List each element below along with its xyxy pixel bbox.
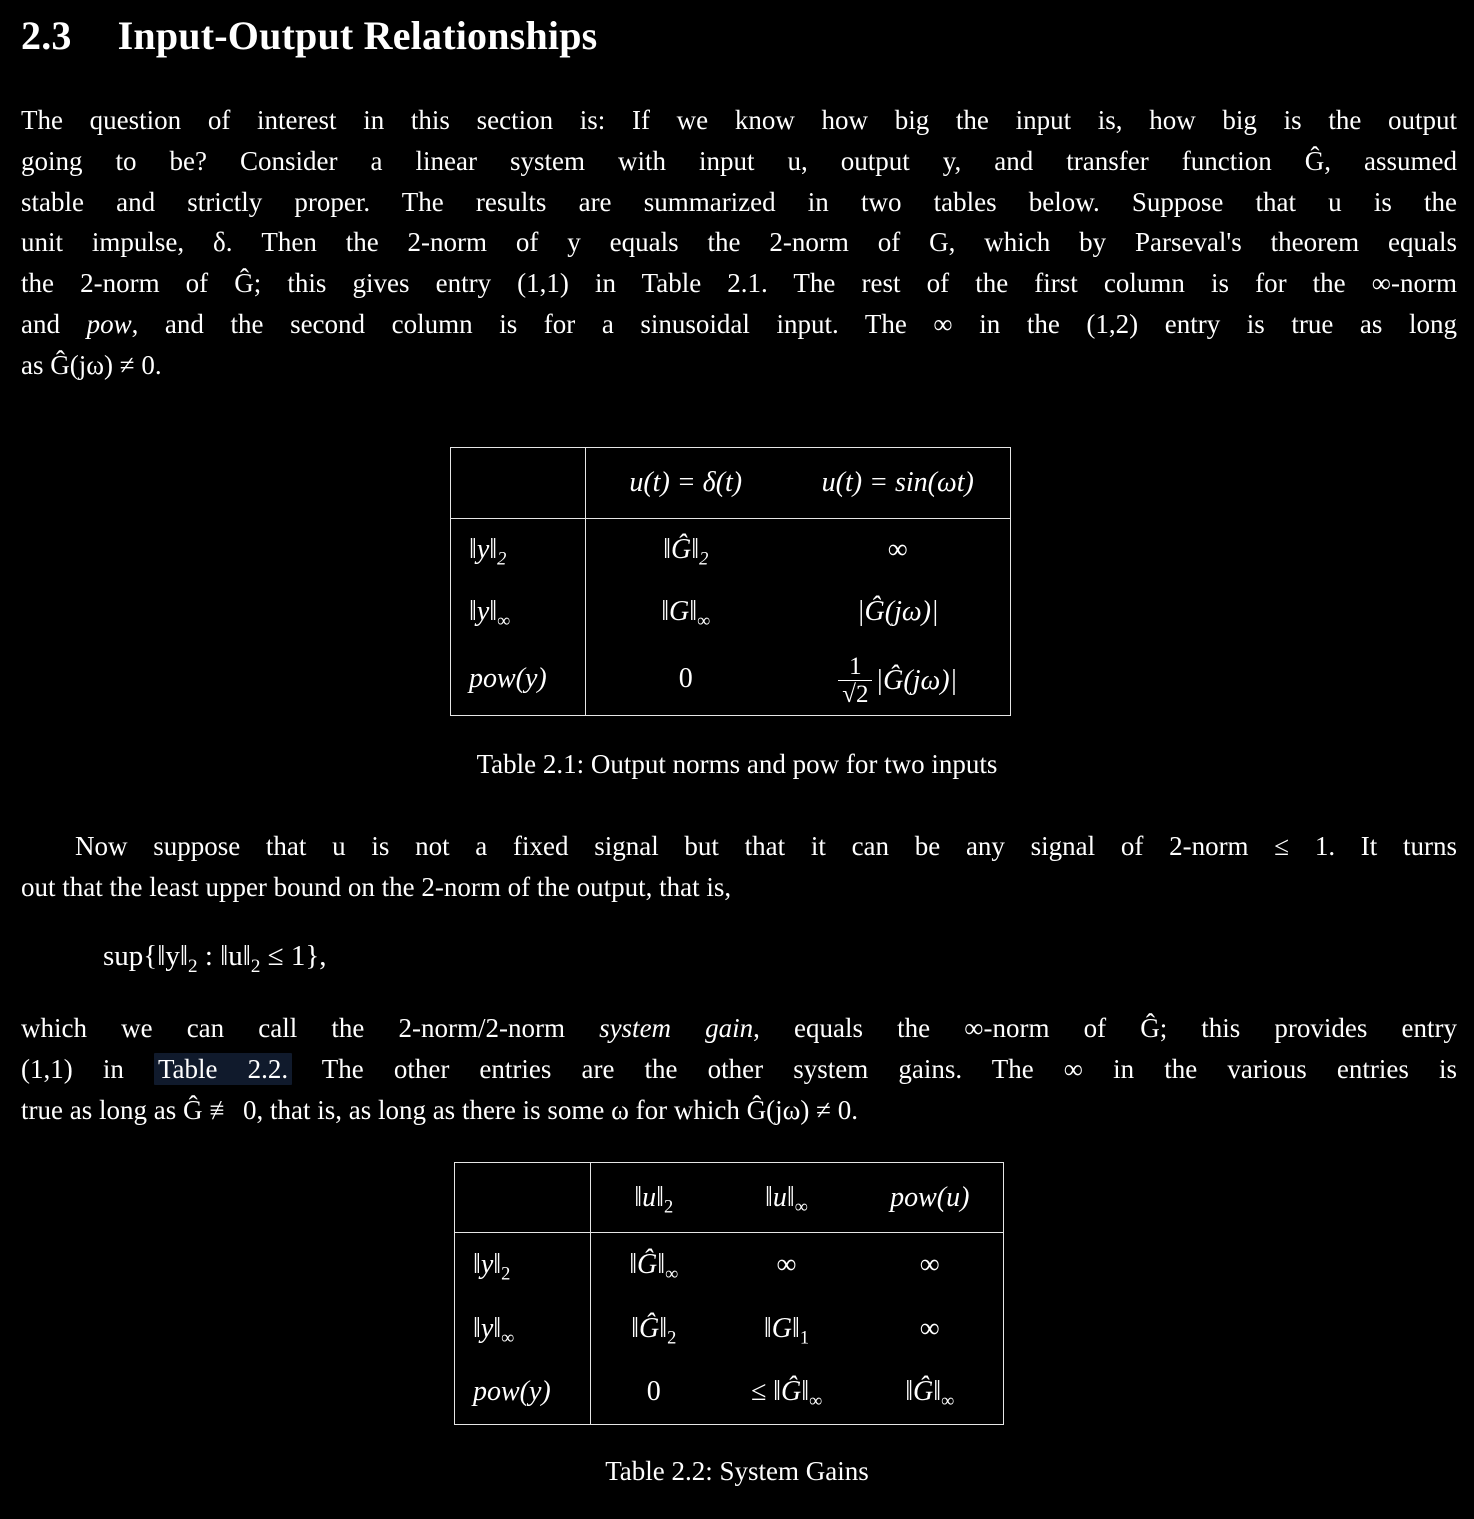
norm-u: ‖u‖ — [765, 1181, 795, 1213]
para1-line-2: going to be? Consider a linear system with input u, output y, and transfer function Ĝ, assumed — [21, 145, 1457, 176]
cell-Ghat-jw-magnitude: |Ĝ(jω)| — [856, 596, 939, 627]
norm-y: ‖y‖ — [469, 596, 498, 627]
para3-line2-post: The other entries are the other system gains. The ∞ in the various entries is — [292, 1053, 1458, 1084]
para1-line-6 — [21, 304, 1457, 345]
system-gain-italic: system gain — [599, 1013, 754, 1043]
table-2-2-row-yinf — [455, 1297, 1004, 1361]
norm-Ghat: ‖Ĝ‖ — [631, 1312, 668, 1344]
Ghat-jw-magnitude: |Ĝ(jω)| — [875, 665, 958, 697]
norm-G: ‖G‖ — [763, 1312, 800, 1344]
para3-line2-pre: (1,1) in — [21, 1053, 154, 1084]
row-label-y-infnorm — [451, 581, 586, 644]
cell-zero: 0 — [678, 663, 693, 695]
cell-infinity: ∞ — [919, 1312, 940, 1344]
norm-Ghat-sub: ∞ — [809, 1390, 823, 1411]
table-2-2-row-pow — [455, 1361, 1004, 1425]
paragraph-3 — [21, 1008, 1457, 1130]
row-label-y-infnorm — [455, 1297, 591, 1361]
row-label-y-2norm — [455, 1233, 591, 1297]
para1-line6-post: , and the second column is for a sinusoidal input. The ∞ in the (1,2) entry is true as long — [131, 308, 1458, 339]
table-2-2-row-y2 — [455, 1233, 1004, 1297]
norm-Ghat-sub: 2 — [699, 548, 709, 569]
table-2-2-caption: Table 2.2: System Gains — [605, 1456, 869, 1486]
fraction-1-over-sqrt2 — [838, 654, 872, 709]
table-2-1-caption — [0, 749, 1474, 780]
section-number: 2.3 — [21, 13, 72, 58]
para1-line-3: stable and strictly proper. The results are summarized in two tables below. Suppose that u is the — [21, 186, 1457, 217]
norm-Ghat: ‖Ĝ‖ — [663, 533, 700, 565]
norm-Ghat-sub: 2 — [667, 1327, 677, 1348]
caption1-pre: Table 2.1: Output norms and — [476, 749, 793, 779]
norm-Ghat: ‖Ĝ‖ — [629, 1248, 666, 1280]
cell-Ghat-infnorm — [591, 1233, 717, 1297]
norm-y-sub: ∞ — [497, 610, 511, 631]
para3-line-2 — [21, 1049, 1457, 1090]
cell-G-1norm — [717, 1297, 857, 1361]
header-u-2norm — [591, 1163, 717, 1233]
norm-y-sub: 2 — [497, 548, 507, 569]
para1-line-4: unit impulse, δ. Then the 2-norm of y equals the 2-norm of G, which by Parseval's theorem equals — [21, 227, 1457, 258]
para2-line-2: out that the least upper bound on the 2-norm of the output, that is, — [21, 871, 732, 902]
cell-infinity: ∞ — [887, 533, 908, 565]
cell-frac-Ghat-jw — [786, 644, 1011, 716]
pow-italic: pow — [86, 308, 132, 339]
equation-mid: : ‖u‖ — [197, 940, 251, 972]
cell-Ghat-2norm — [591, 1297, 717, 1361]
para3-line-1 — [21, 1008, 1457, 1049]
norm-y: ‖y‖ — [473, 1312, 502, 1344]
table-2-1-header-row — [451, 448, 1011, 519]
para2-line-1: Now suppose that u is not a fixed signal but that it can be any signal of 2-norm ≤ 1. It turns — [75, 831, 1457, 861]
fraction-numerator: 1 — [849, 653, 862, 680]
norm-y-sub: ∞ — [501, 1327, 515, 1348]
cell-Ghat-infnorm — [857, 1361, 1004, 1425]
norm-y: ‖y‖ — [473, 1248, 502, 1280]
para1-line6-pre: and — [21, 308, 87, 339]
header-u-infnorm — [717, 1163, 857, 1233]
fraction-denominator: √2 — [838, 680, 872, 708]
equation-sub2: 2 — [250, 955, 261, 977]
cell-G-infnorm — [586, 581, 786, 644]
norm-u-sub: ∞ — [794, 1196, 808, 1217]
row-label-pow-y: pow(y) — [455, 1361, 591, 1425]
leq-norm-Ghat: ≤ ‖Ĝ‖ — [750, 1376, 810, 1408]
norm-u: ‖u‖ — [634, 1181, 664, 1213]
norm-Ghat: ‖Ĝ‖ — [905, 1376, 942, 1408]
para3-line1-post: , equals the ∞-norm of Ĝ; this provides entry — [753, 1013, 1458, 1043]
caption1-pow-italic: pow — [792, 749, 840, 779]
para3-line1-pre: which we can call the 2-norm/2-norm — [21, 1013, 600, 1043]
table-2-2 — [454, 1162, 1004, 1425]
cell-leq-Ghat-infnorm — [717, 1361, 857, 1425]
header-pow-u: pow(u) — [857, 1163, 1004, 1233]
para1-line-5: the 2-norm of Ĝ; this gives entry (1,1) in Table 2.1. The rest of the first column is for the ∞-norm — [21, 268, 1457, 299]
norm-G-sub: ∞ — [697, 610, 711, 631]
norm-Ghat-sub: ∞ — [665, 1263, 679, 1284]
table-2-1-header-impulse: u(t) = δ(t) — [586, 448, 786, 519]
row-label-y-2norm — [451, 519, 586, 581]
norm-G: ‖G‖ — [661, 596, 698, 627]
table-2-2-corner-cell — [455, 1163, 591, 1233]
para1-line-7: as Ĝ(jω) ≠ 0. — [21, 349, 162, 380]
paragraph-2 — [21, 826, 1457, 908]
norm-y-sub: 2 — [501, 1263, 511, 1284]
table-2-1-row-pow — [451, 644, 1011, 716]
table-2-2-header-row — [455, 1163, 1004, 1233]
norm-G-sub: 1 — [799, 1327, 810, 1348]
table-2-1-row-y2 — [451, 519, 1011, 581]
row-label-pow-y: pow(y) — [451, 644, 586, 716]
equation-pre: sup{‖y‖ — [103, 940, 188, 972]
equation-sub1: 2 — [188, 955, 198, 977]
sup-norm-equation — [103, 936, 327, 976]
cell-Ghat-2norm — [586, 519, 786, 581]
table-2-1-corner-cell — [451, 448, 586, 519]
table-2-2-link[interactable]: Table 2.2. — [154, 1053, 292, 1085]
para3-line-3: true as long as Ĝ ≢ 0, that is, as long as there is some ω for which Ĝ(jω) ≠ 0. — [21, 1094, 858, 1125]
caption1-post: for two inputs — [839, 749, 998, 779]
table-2-1 — [450, 447, 1011, 716]
table-2-1-row-yinf — [451, 581, 1011, 644]
table-2-1-header-sinusoid: u(t) = sin(ωt) — [786, 448, 1011, 519]
norm-y: ‖y‖ — [469, 533, 498, 565]
cell-infinity: ∞ — [919, 1248, 940, 1280]
section-heading — [21, 12, 597, 59]
equation-post: ≤ 1}, — [260, 940, 327, 972]
cell-zero: 0 — [646, 1376, 661, 1408]
cell-infinity: ∞ — [776, 1248, 797, 1280]
norm-u-sub: 2 — [664, 1196, 674, 1217]
para1-line-1: The question of interest in this section is: If we know how big the input is, how big is the output — [21, 105, 1457, 135]
norm-Ghat-sub: ∞ — [941, 1390, 955, 1411]
section-title: Input-Output Relationships — [117, 13, 598, 58]
paragraph-1 — [21, 100, 1457, 386]
